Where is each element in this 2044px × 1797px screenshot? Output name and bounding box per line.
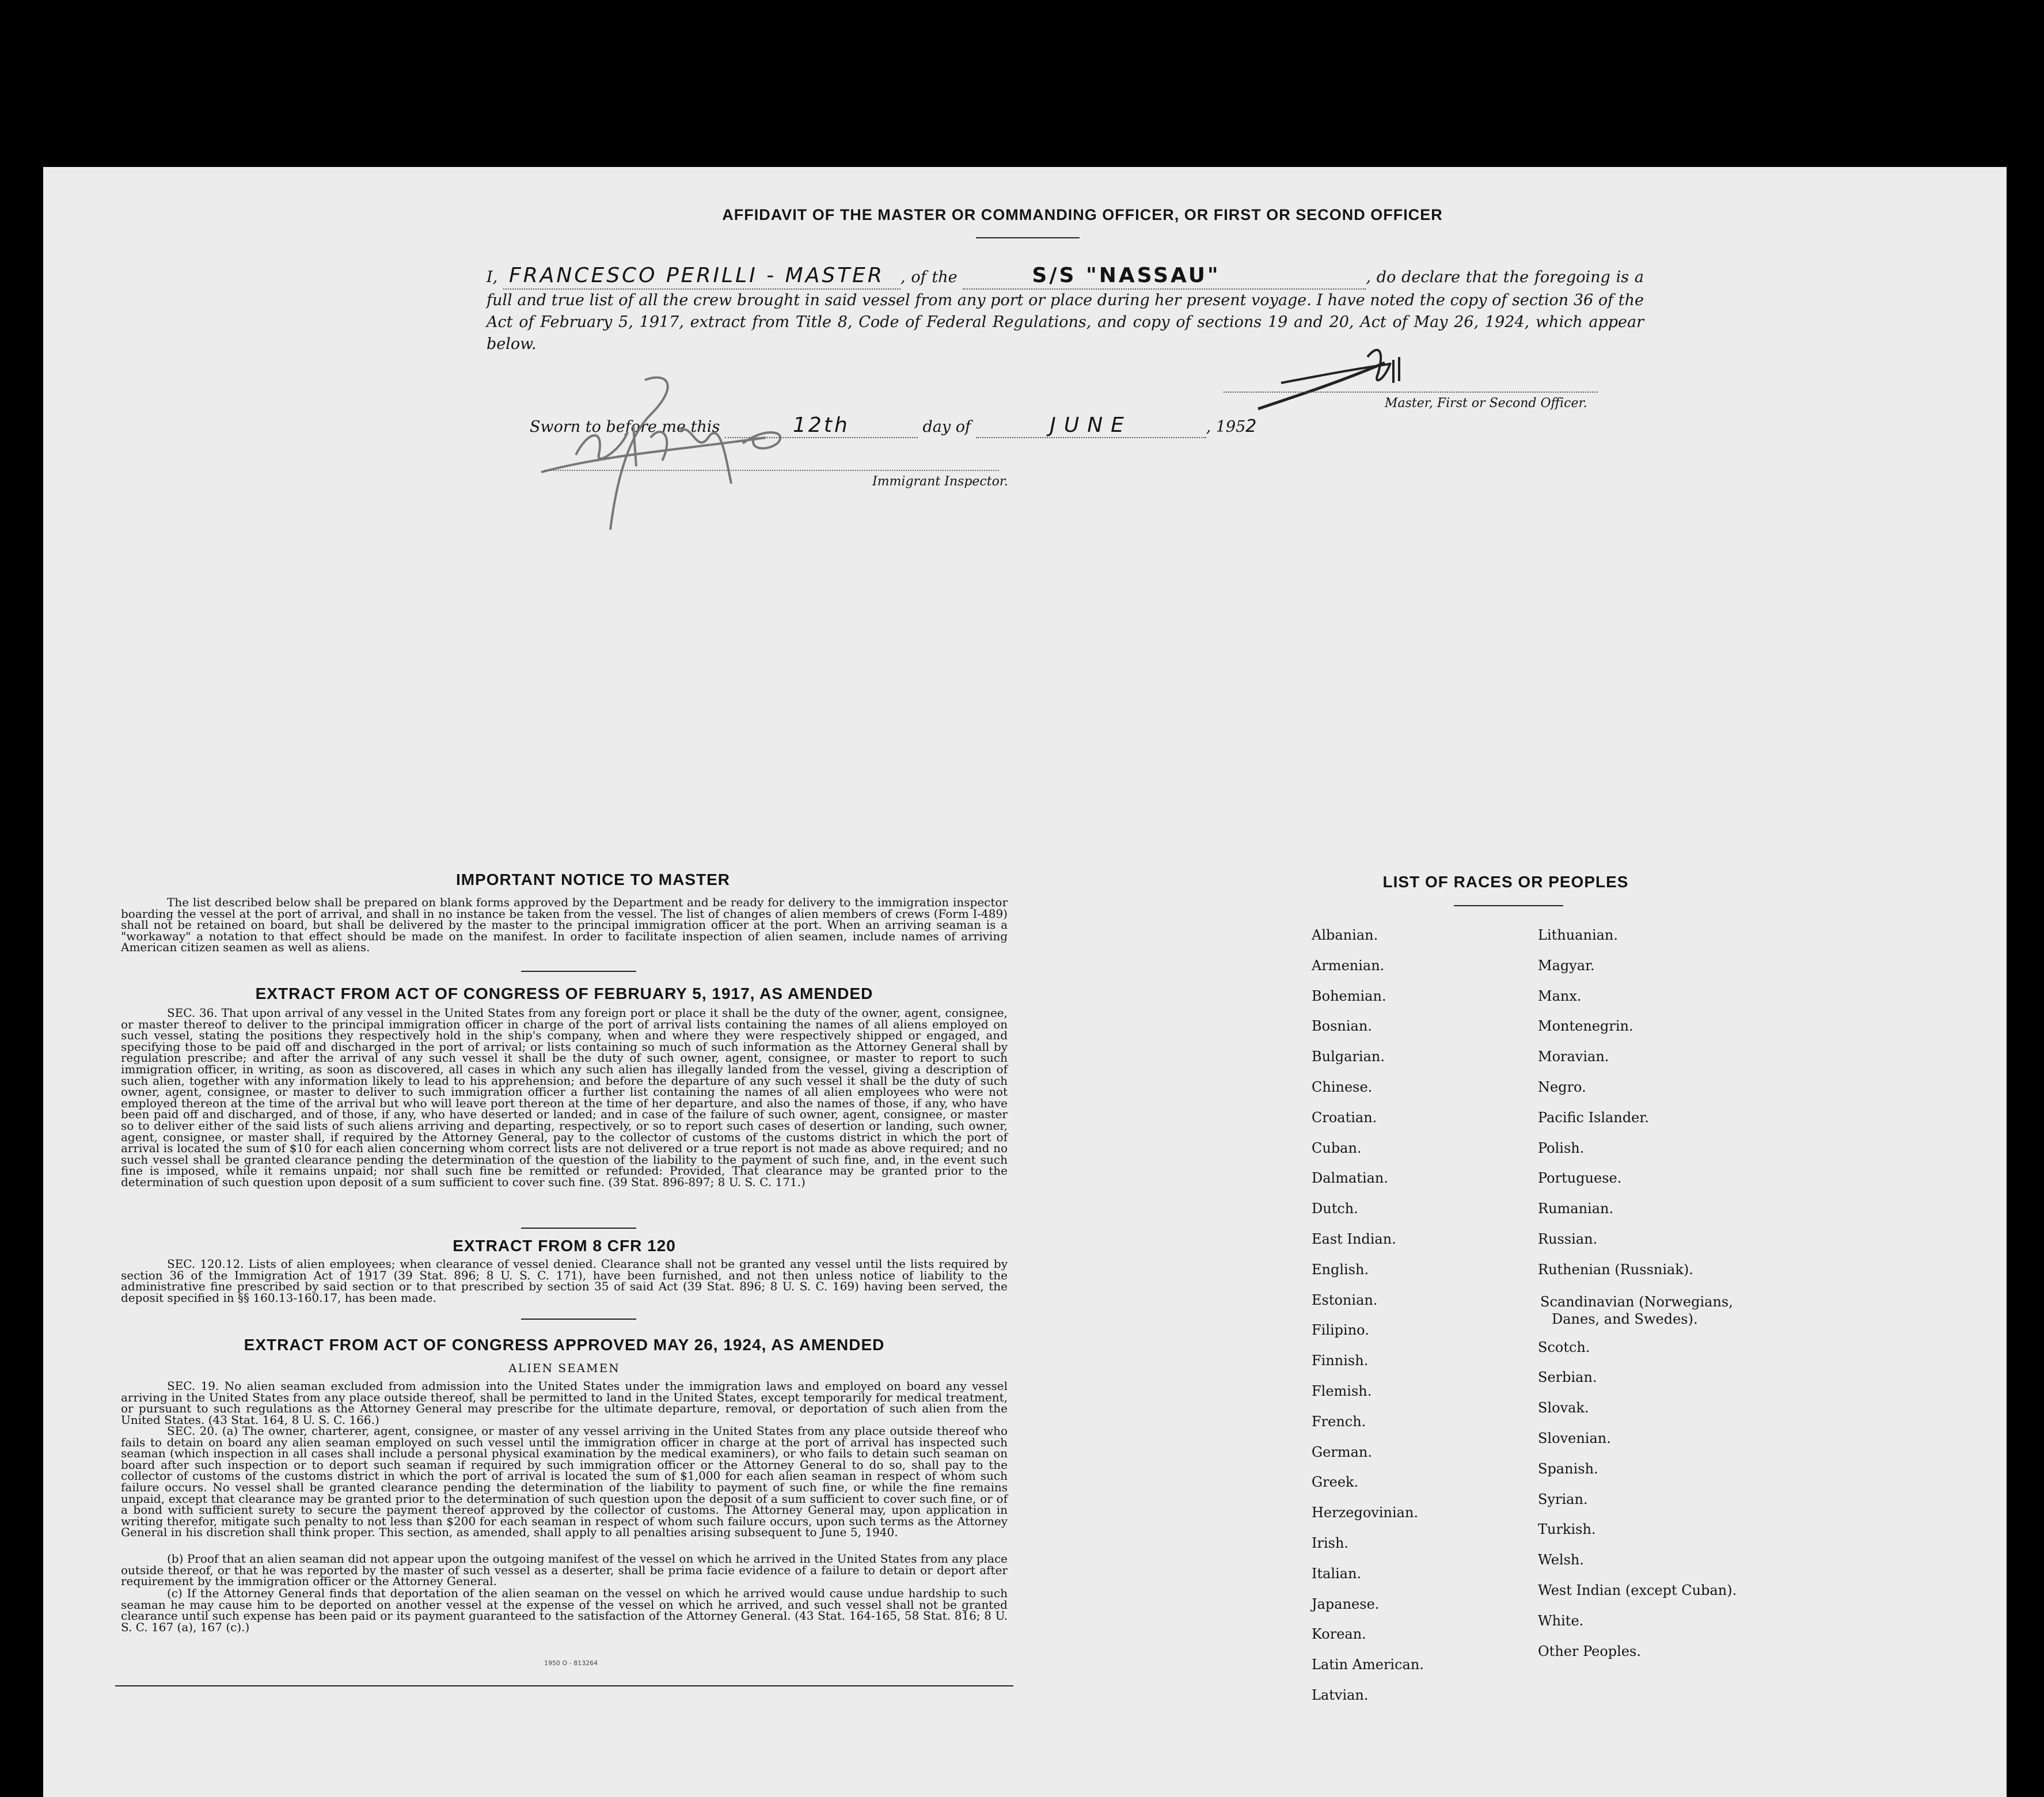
inspector-signature <box>535 368 927 553</box>
notice-heading: IMPORTANT NOTICE TO MASTER <box>455 871 731 888</box>
declaration-body: that the foregoing is a full and true list of all the crew brought in said vessel from any port or place during her present voyage. I have noted the copy of section 36 of the Act of February 5, 1917, extract from Title 8, Code of Federal Regulations, and copy of sections 19 and 20, Act of May 26, 1924, which appear below. <box>487 268 1644 353</box>
race-item: White. <box>1538 1612 1584 1629</box>
race-item: Montenegrin. <box>1538 1018 1633 1035</box>
races-left-column <box>1312 920 1424 1711</box>
race-item: German. <box>1312 1443 1372 1460</box>
race-item: Polish. <box>1538 1139 1585 1156</box>
race-item: Negro. <box>1538 1078 1586 1095</box>
inspector-label: Immigrant Inspector. <box>872 474 1008 489</box>
sec-20b-text: (b) Proof that an alien seaman did not appear upon the outgoing manifest of the vessel on which he arrived in the United States from any place outside thereof, or that he was reported by the master of such vessel as a deserter, shall be prima facie evidence of a failure to detain or deport after requirement by the immigration officer or the Attorney General. <box>121 1552 1008 1589</box>
extract-cfr-heading: EXTRACT FROM 8 CFR 120 <box>453 1237 676 1255</box>
race-item: English. <box>1312 1261 1369 1278</box>
race-item: Slovak. <box>1538 1400 1589 1416</box>
race-item: Manx. <box>1538 987 1582 1004</box>
master-label: Master, First or Second Officer. <box>1385 396 1587 411</box>
affidavit-title: AFFIDAVIT OF THE MASTER OR COMMANDING OFFICER, OR FIRST OR SECOND OFFICER <box>722 206 1443 223</box>
race-item: Turkish. <box>1538 1521 1596 1538</box>
race-item: Greek. <box>1312 1474 1359 1491</box>
sec-19-text: SEC. 19. No alien seaman excluded from admission into the United States under the immigration laws and employed on board any vessel arriving in the United States from any place outside thereof, shall be permitted to land in the United States, except temporarily for medical treatment, or pursuant to such regulations as the Attorney General may prescribe for the ultimate departure, removal, or deportation of such alien from the United States. (43 Stat. 164, 8 U. S. C. 166.) <box>121 1379 1008 1427</box>
race-item: Chinese. <box>1312 1078 1373 1095</box>
race-item: Scandinavian (Norwegians, <box>1540 1293 1733 1310</box>
sworn-year-digit: 2 <box>1245 416 1259 436</box>
race-item: Other Peoples. <box>1538 1643 1641 1659</box>
race-item: Moravian. <box>1538 1048 1609 1065</box>
race-item: Scotch. <box>1538 1339 1590 1355</box>
races-heading: LIST OF RACES OR PEOPLES <box>1382 873 1629 891</box>
sec-20a-text: SEC. 20. (a) The owner, charterer, agent, consignee, or master of any vessel arriving in the United States from any place outside thereof who fails to detain on board any alien seaman employed on such vessel until the immigration officer in charge at the port of arrival has inspected such seaman (which inspection in all cases shall include a personal physical examination by the medical examiners), or who fails to detain such seaman on board after such inspection or to deport such seaman if required by such immigration officer or the Attorney General to do so, shall pay to the collector of customs of the customs district in which the port of arrival is located the sum of $1,000 for each alien seaman in respect of whom such failure occurs. No vessel shall be granted clearance pending the determination of the liability to payment of such fine, or while the fine remains unpaid, except that clearance may be granted prior to the determination of such question upon the deposit of a sum sufficient to cover such fine, or of a bond with sufficient surety to secure the payment thereof approved by the collector of customs. The Attorney General may, upon application in writing therefor, mitigate such penalty to not less than $200 for each seaman in respect of whom such failure occurs, upon such terms as the Attorney General in his discretion shall think proper. This section, as amended, shall apply to all penalties arising subsequent to June 5, 1940. <box>121 1424 1008 1540</box>
race-item: Slovenian. <box>1538 1430 1611 1446</box>
race-item: Serbian. <box>1538 1369 1597 1386</box>
race-item: Ruthenian (Russniak). <box>1538 1261 1693 1278</box>
race-item: Pacific Islander. <box>1538 1109 1649 1126</box>
race-item: Cuban. <box>1312 1139 1362 1156</box>
extract-1917-heading: EXTRACT FROM ACT OF CONGRESS OF FEBRUARY 5, 1917, AS AMENDED <box>255 985 873 1002</box>
race-item: Latin American. <box>1312 1657 1424 1673</box>
print-code: 1950 O - 813264 <box>544 1659 598 1667</box>
master-signature-line <box>1224 392 1598 393</box>
race-item: Spanish. <box>1538 1460 1598 1477</box>
race-item: Irish. <box>1312 1534 1349 1551</box>
race-item: Welsh. <box>1538 1552 1584 1568</box>
race-item: Finnish. <box>1312 1353 1369 1369</box>
race-item: French. <box>1312 1413 1366 1430</box>
race-item: Danes, and Swedes). <box>1552 1310 1698 1327</box>
race-item: Rumanian. <box>1538 1200 1614 1217</box>
race-item: Herzegovinian. <box>1312 1505 1419 1521</box>
divider <box>976 237 1080 238</box>
divider <box>521 1228 636 1229</box>
inspector-signature-line <box>544 470 999 471</box>
race-item: Latvian. <box>1312 1686 1369 1703</box>
race-item: Bohemian. <box>1312 987 1386 1004</box>
extract-cfr-text: SEC. 120.12. Lists of alien employees; when clearance of vessel denied. Clearance shall not be granted any vessel until the lists required by section 36 of the Immigration Act of 1917 (39 Stat. 896; 8 U. S. C. 171), have been furnished, and not then unless notice of liability to the administrative fine prescribed by said section or to that prescribed by section 35 of said Act (39 Stat. 896; 8 U. S. C. 169) having been served, the deposit specified in §§ 160.13-160.17, has been made. <box>121 1257 1008 1305</box>
notice-text: The list described below shall be prepared on blank forms approved by the Department and be ready for delivery to the immigration inspector boarding the vessel at the port of arrival, and shall in no instance be taken from the vessel. The list of changes of alien members of crews (Form I-489) shall not be retained on board, but shall be delivered by the master to the principal immigration officer at the port. When an arriving seaman is a "workaway" a notation to that effect should be made on the manifest. In order to facilitate inspection of alien seamen, include names of arriving American citizen seamen as well as aliens. <box>121 895 1008 955</box>
race-item: Japanese. <box>1312 1595 1380 1612</box>
race-item: Flemish. <box>1312 1382 1372 1399</box>
race-item: Filipino. <box>1312 1322 1369 1339</box>
divider <box>1454 905 1563 906</box>
race-item: West Indian (except Cuban). <box>1538 1582 1737 1598</box>
alien-seamen-subheading: ALIEN SEAMEN <box>508 1361 620 1375</box>
extract-1924-heading: EXTRACT FROM ACT OF CONGRESS APPROVED MAY 26, 1924, AS AMENDED <box>244 1336 885 1354</box>
race-item: Bosnian. <box>1312 1018 1372 1035</box>
master-name: FRANCESCO PERILLI - MASTER <box>509 264 884 287</box>
race-item: East Indian. <box>1312 1230 1396 1247</box>
sec-20c-text: (c) If the Attorney General finds that deportation of the alien seaman on the vessel on which he arrived would cause undue hardship to such seaman he may cause him to be deported on another vessel at the expense of the vessel on which he arrived, and such vessel shall not be granted clearance until such expense has been paid or its payment guaranteed to the satisfaction of the Attorney General. (43 Stat. 164-165, 58 Stat. 816; 8 U. S. C. 167 (a), 167 (c).) <box>121 1586 1008 1634</box>
race-item: Italian. <box>1312 1565 1362 1582</box>
sworn-day: 12th <box>793 413 850 437</box>
race-item: Armenian. <box>1312 957 1385 974</box>
divider <box>521 971 636 972</box>
race-item: Korean. <box>1312 1626 1366 1643</box>
sworn-line: Sworn to before me this 12th day of JUNE , 1952 <box>530 413 1259 437</box>
race-item: Bulgarian. <box>1312 1048 1385 1065</box>
race-item: Dutch. <box>1312 1200 1358 1217</box>
sworn-month: JUNE <box>1050 413 1132 437</box>
divider <box>521 1319 636 1320</box>
vessel-name: S/S "NASSAU" <box>1032 264 1221 287</box>
race-item: Estonian. <box>1312 1291 1378 1308</box>
race-item: Syrian. <box>1538 1491 1588 1507</box>
race-item: Lithuanian. <box>1538 927 1619 943</box>
race-item: Albanian. <box>1312 927 1378 943</box>
bottom-rule <box>115 1685 1013 1686</box>
race-item: Dalmatian. <box>1312 1170 1389 1187</box>
race-item: Magyar. <box>1538 957 1595 974</box>
extract-1917-text: SEC. 36. That upon arrival of any vessel in the United States from any foreign port or place it shall be the duty of the owner, agent, consignee, or master thereof to deliver to the principal immigration officer in charge of the port of arrival lists containing the names of all aliens employed on such vessel, stating the positions they respectively hold in the ship's company, when and where they were respectively shipped or engaged, and specifying those to be paid off and discharged in the port of arrival; or lists containing so much of such information as the Attorney General shall by regulation prescribe; and after the arrival of any such vessel it shall be the duty of such owner, agent, consignee, or master to report to such immigration officer, in writing, as soon as discovered, all cases in which any such alien has illegally landed from the vessel, giving a description of such alien, together with any information likely to lead to his apprehension; and before the departure of any such vessel it shall be the duty of such owner, agent, consignee, or master to deliver to such immigration officer a further list containing the names of all alien employees who were not employed thereon at the time of the arrival but who will leave port thereon at the time of her departure, and also the names of those, if any, who have been paid off and discharged, and of those, if any, who have deserted or landed; and in case of the failure of such owner, agent, consignee, or master so to deliver either of the said lists of such aliens arriving and departing, respectively, or so to report such cases of desertion or landing, such owner, agent, consignee, or master shall, if required by the Attorney General, pay to the collector of customs of the customs district in which the port of arrival is located the sum of $10 for each alien concerning whom correct lists are not delivered or a true report is not made as above required; and no such vessel shall be granted clearance pending the determination of the question of the liability to the payment of such fine, and, in the event such fine is imposed, while it remains unpaid; nor shall such fine be remitted or refunded: Provided, That clearance may be granted prior to the determination of such question upon deposit of a sum sufficient to cover such fine. (39 Stat. 896-897; 8 U. S. C. 171.) <box>121 1006 1008 1189</box>
race-item: Croatian. <box>1312 1109 1377 1126</box>
document-page <box>43 167 2007 1797</box>
race-item: Russian. <box>1538 1230 1598 1247</box>
declaration: I, FRANCESCO PERILLI - MASTER , of the S/S "NASSAU" , do declare that the foregoing is a full and true list of all the crew brought in said vessel from any port or place during her present voyage. I have noted the copy of section 36 of the Act of February 5, 1917, extract from Title 8, Code of Federal Regulations, and copy of sections 19 and 20, Act of May 26, 1924, which appear below. <box>487 264 1644 353</box>
race-item: Portuguese. <box>1538 1170 1622 1187</box>
races-right-column <box>1538 920 1737 1666</box>
